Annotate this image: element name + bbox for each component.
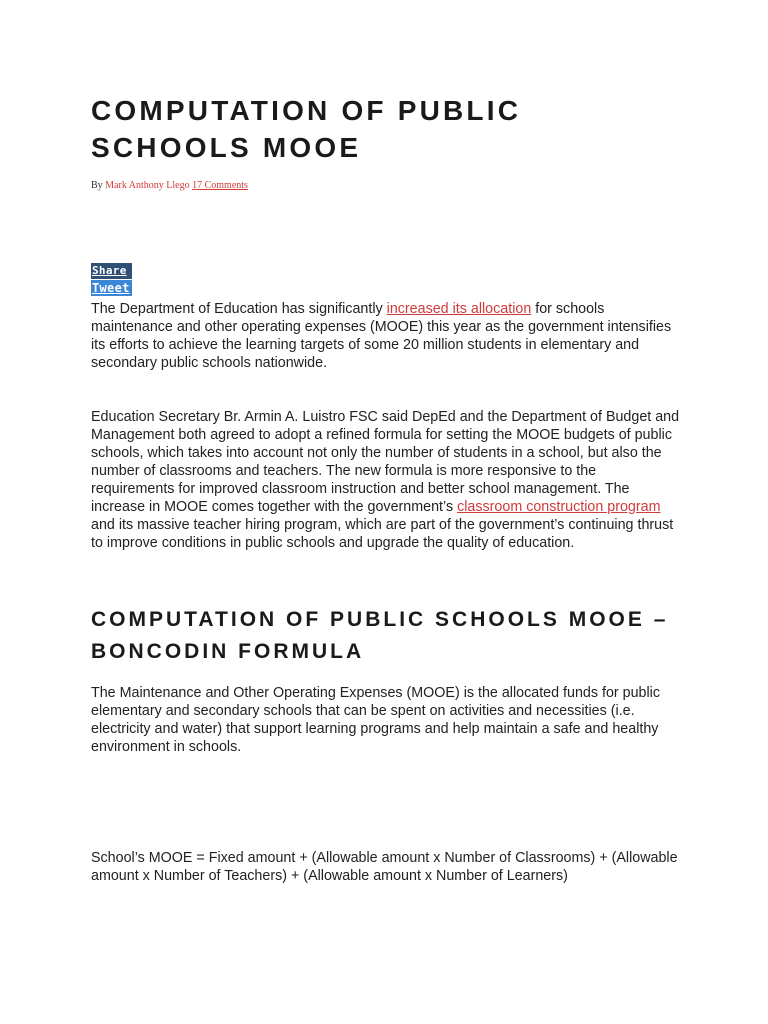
share-button[interactable]: Share <box>91 263 132 279</box>
comments-link[interactable]: 17 Comments <box>192 180 248 191</box>
classroom-program-link[interactable]: classroom construction program <box>457 499 661 515</box>
tweet-button[interactable]: Tweet <box>91 280 132 296</box>
para1-text-before: The Department of Education has significantly <box>91 301 387 317</box>
secretary-paragraph <box>91 408 681 552</box>
para2-text-before: Education Secretary Br. Armin A. Luistro FSC said DepEd and the Department of Budget and Management both agreed to adopt a refined formula for setting the MOOE budgets of public schools, which takes into account not only the number of students in a school, but also the number of classrooms and teachers. The new formula is more responsive to the requirements for improved classroom instruction and better school management. The increase in MOOE comes together with the government’s <box>91 409 680 515</box>
page-title: COMPUTATION OF PUBLIC SCHOOLS MOOE <box>91 95 522 163</box>
author-link[interactable]: Mark Anthony Llego <box>105 180 190 191</box>
byline-prefix: By <box>91 180 103 191</box>
mooe-definition-paragraph: The Maintenance and Other Operating Expenses (MOOE) is the allocated funds for public elementary and secondary schools that can be spent on activities and necessities (i.e. electricity and water) that support learning programs and help maintain a safe and healthy environment in schools. <box>91 685 660 755</box>
allocation-link[interactable]: increased its allocation <box>386 301 532 317</box>
section-heading: COMPUTATION OF PUBLIC SCHOOLS MOOE – BONCODIN FORMULA <box>91 608 669 663</box>
formula-paragraph: School’s MOOE = Fixed amount + (Allowable amount x Number of Classrooms) + (Allowable amount x Number of Teachers) + (Allowable amount x Number of Learners) <box>91 850 678 884</box>
byline <box>91 180 248 191</box>
intro-paragraph <box>91 300 681 372</box>
share-buttons <box>91 263 132 296</box>
para2-text-after: and its massive teacher hiring program, which are part of the government’s continuing thrust to improve conditions in public schools and upgrade the quality of education. <box>91 517 674 551</box>
para1-text-after: for schools maintenance and other operating expenses (MOOE) this year as the government intensifies its efforts to achieve the learning targets of some 20 million students in elementary and secondary public schools nationwide. <box>91 301 672 371</box>
